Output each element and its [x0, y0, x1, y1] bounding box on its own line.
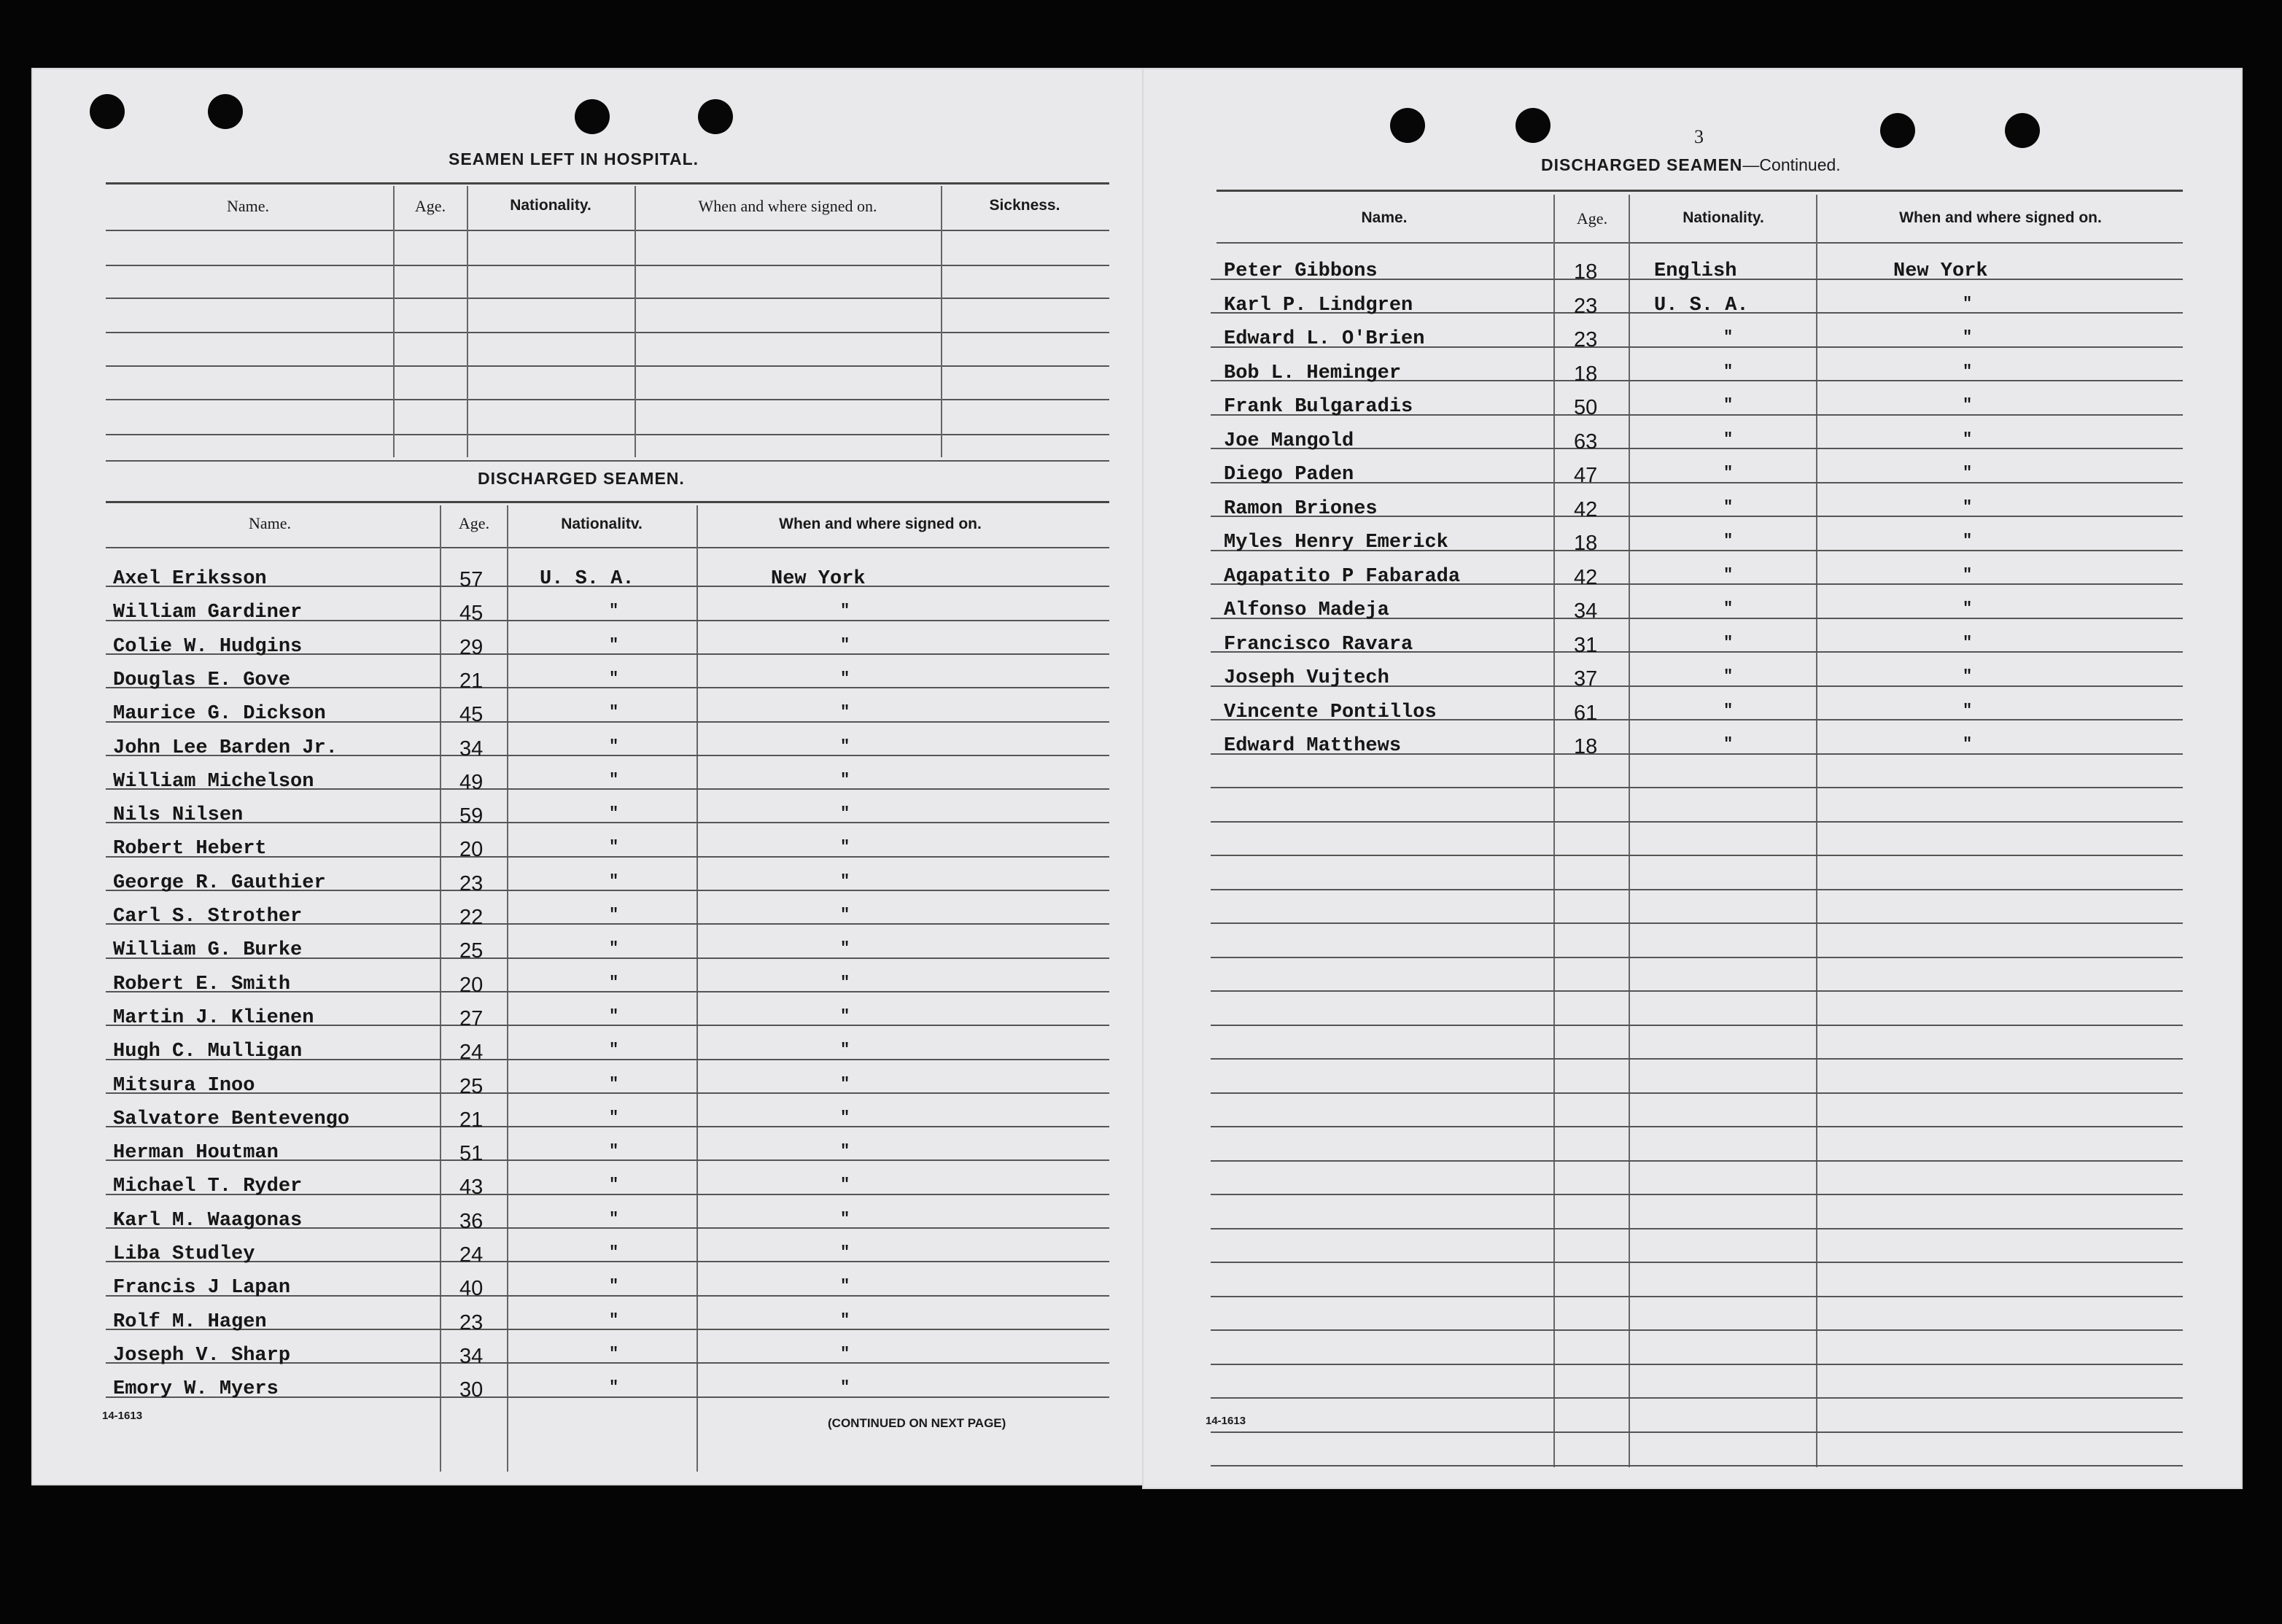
seaman-signed-on: New York — [1893, 260, 1988, 282]
row-rule — [106, 822, 1109, 823]
seaman-age: 37 — [1574, 667, 1598, 691]
row-rule — [1211, 922, 2183, 924]
discharged-col-nationality: Nationalitv. — [561, 516, 643, 532]
seaman-name: Martin J. Klienen — [113, 1006, 314, 1029]
seaman-nationality: " — [1723, 667, 1734, 685]
seaman-age: 63 — [1574, 430, 1598, 454]
seaman-signed-on: " — [840, 1378, 850, 1397]
seaman-name: Carl S. Strother — [113, 906, 303, 928]
row-rule — [1211, 1228, 2183, 1229]
seaman-age: 25 — [459, 939, 484, 963]
seaman-nationality: " — [1723, 633, 1734, 652]
form-number-right: 14-1613 — [1206, 1415, 1246, 1427]
right-col-nationality: Nationality. — [1683, 209, 1764, 226]
seaman-signed-on: " — [840, 635, 850, 654]
seaman-age: 31 — [1574, 633, 1598, 657]
seaman-nationality: U. S. A. — [1654, 294, 1749, 316]
seaman-signed-on: " — [840, 1209, 850, 1228]
discharged-col-age: Age. — [458, 514, 490, 532]
seaman-signed-on: " — [840, 804, 850, 823]
row-rule — [1211, 1160, 2183, 1162]
seaman-signed-on: " — [840, 1074, 850, 1093]
seaman-nationality: " — [609, 804, 619, 823]
seaman-nationality: U. S. A. — [540, 568, 634, 590]
seaman-signed-on: " — [840, 737, 850, 755]
seaman-name: William Michelson — [113, 770, 314, 793]
form-number: 14-1613 — [102, 1410, 143, 1422]
seaman-name: Bob L. Heminger — [1224, 362, 1402, 384]
seaman-nationality: " — [609, 1344, 619, 1363]
seaman-name: Myles Henry Emerick — [1224, 532, 1448, 553]
discharged-col-signed-on: When and where signed on. — [779, 516, 982, 532]
seaman-signed-on: " — [840, 1310, 850, 1329]
seaman-age: 20 — [459, 973, 484, 997]
seaman-signed-on: " — [840, 1142, 850, 1161]
row-rule — [1211, 1262, 2183, 1263]
seaman-name: Francisco Ravara — [1224, 633, 1413, 656]
page-number: 3 — [1694, 126, 1704, 147]
seaman-signed-on: " — [1963, 497, 1973, 516]
seaman-name: Frank Bulgaradis — [1224, 396, 1413, 418]
seaman-age: 18 — [1574, 362, 1598, 386]
seaman-nationality: " — [1723, 565, 1734, 584]
seaman-nationality: " — [609, 703, 619, 722]
seaman-age: 23 — [459, 871, 484, 895]
seaman-signed-on: " — [1963, 430, 1973, 448]
seaman-signed-on: " — [1963, 464, 1973, 482]
row-rule — [1211, 1025, 2183, 1026]
seaman-signed-on: " — [1963, 565, 1973, 584]
row-rule — [1211, 889, 2183, 890]
row-rule — [1211, 821, 2183, 823]
seaman-nationality: " — [609, 1041, 619, 1060]
seaman-age: 23 — [1574, 328, 1598, 351]
seaman-age: 34 — [459, 1344, 484, 1368]
seaman-signed-on: " — [840, 770, 850, 789]
seaman-nationality: " — [1723, 532, 1734, 550]
seaman-age: 40 — [459, 1277, 484, 1301]
punch-hole-icon — [208, 94, 243, 129]
row-rule — [1211, 1058, 2183, 1060]
seaman-signed-on: New York — [771, 568, 866, 590]
seaman-nationality: " — [609, 1074, 619, 1093]
seaman-name: Salvatore Bentevengo — [113, 1108, 350, 1130]
seaman-nationality: " — [1723, 735, 1734, 753]
seaman-signed-on: " — [840, 602, 850, 621]
punch-hole-icon — [1515, 108, 1551, 143]
seaman-age: 47 — [1574, 464, 1598, 487]
seaman-age: 36 — [459, 1209, 484, 1233]
punch-hole-icon — [575, 99, 610, 134]
row-rule — [1211, 1092, 2183, 1094]
seaman-name: Hugh C. Mulligan — [113, 1041, 303, 1063]
seaman-name: Liba Studley — [113, 1243, 255, 1265]
row-rule — [1211, 957, 2183, 958]
seaman-nationality: " — [609, 838, 619, 857]
seaman-age: 18 — [1574, 532, 1598, 555]
hospital-col-age: Age. — [414, 197, 446, 215]
seaman-nationality: " — [609, 973, 619, 992]
seaman-age: 29 — [459, 635, 484, 659]
seaman-signed-on: " — [840, 1108, 850, 1127]
punch-hole-icon — [90, 94, 125, 129]
seaman-name: Maurice G. Dickson — [113, 703, 326, 726]
seaman-nationality: " — [609, 635, 619, 654]
seaman-signed-on: " — [1963, 328, 1973, 346]
seaman-age: 45 — [459, 602, 484, 626]
seaman-nationality: " — [609, 1142, 619, 1161]
row-rule — [1211, 855, 2183, 856]
seaman-signed-on: " — [1963, 362, 1973, 381]
seaman-signed-on: " — [1963, 667, 1973, 685]
hospital-col-name: Name. — [226, 197, 270, 215]
row-rule — [1211, 990, 2183, 992]
seaman-signed-on: " — [1963, 633, 1973, 652]
seaman-age: 24 — [459, 1041, 484, 1065]
row-rule — [1211, 1329, 2183, 1331]
discharged-title: DISCHARGED SEAMEN. — [478, 469, 685, 488]
punch-hole-icon — [1390, 108, 1425, 143]
right-title — [1541, 155, 1841, 175]
seaman-name: Agapatito P Fabarada — [1224, 565, 1461, 588]
seaman-age: 43 — [459, 1176, 484, 1200]
seaman-signed-on: " — [840, 1041, 850, 1060]
seaman-signed-on: " — [840, 1243, 850, 1262]
seaman-name: Herman Houtman — [113, 1142, 279, 1165]
seaman-name: Francis J Lapan — [113, 1277, 291, 1299]
seaman-name: Robert Hebert — [113, 838, 267, 860]
seaman-name: Nils Nilsen — [113, 804, 244, 827]
row-rule — [1211, 1296, 2183, 1297]
left-page — [33, 69, 1150, 1484]
seaman-signed-on: " — [840, 1344, 850, 1363]
seaman-name: Peter Gibbons — [1224, 260, 1378, 282]
seaman-nationality: " — [609, 1006, 619, 1025]
seaman-nationality: English — [1654, 260, 1737, 282]
seaman-nationality: " — [609, 669, 619, 688]
seaman-nationality: " — [609, 737, 619, 755]
seaman-signed-on: " — [840, 973, 850, 992]
seaman-nationality: " — [1723, 328, 1734, 346]
seaman-nationality: " — [1723, 701, 1734, 720]
right-page — [1144, 69, 2241, 1488]
seaman-nationality: " — [609, 939, 619, 958]
seaman-nationality: " — [609, 1108, 619, 1127]
seaman-age: 34 — [1574, 599, 1598, 623]
seaman-signed-on: " — [840, 838, 850, 857]
seaman-signed-on: " — [840, 871, 850, 890]
seaman-age: 42 — [1574, 497, 1598, 521]
seaman-age: 24 — [459, 1243, 484, 1267]
seaman-nationality: " — [1723, 362, 1734, 381]
seaman-age: 21 — [459, 1108, 484, 1132]
seaman-age: 42 — [1574, 565, 1598, 589]
punch-hole-icon — [698, 99, 733, 134]
seaman-name: Michael T. Ryder — [113, 1176, 303, 1198]
seaman-nationality: " — [609, 602, 619, 621]
seaman-name: Joe Mangold — [1224, 430, 1354, 452]
right-title-text: DISCHARGED SEAMEN — [1541, 155, 1743, 174]
seaman-signed-on: " — [1963, 599, 1973, 618]
seaman-name: George R. Gauthier — [113, 871, 326, 894]
hospital-col-nationality: Nationality. — [510, 197, 591, 214]
seaman-nationality: " — [609, 906, 619, 924]
seaman-age: 45 — [459, 703, 484, 727]
seaman-age: 59 — [459, 804, 484, 828]
seaman-nationality: " — [609, 1209, 619, 1228]
seaman-signed-on: " — [840, 1176, 850, 1194]
hospital-col-sickness: Sickness. — [989, 197, 1060, 214]
seaman-name: Rolf M. Hagen — [113, 1310, 267, 1333]
seaman-nationality: " — [1723, 430, 1734, 448]
seaman-age: 57 — [459, 568, 484, 591]
seaman-nationality: " — [609, 871, 619, 890]
seaman-signed-on: " — [840, 1277, 850, 1296]
seaman-name: Robert E. Smith — [113, 973, 291, 995]
row-rule — [106, 1092, 1109, 1094]
seaman-signed-on: " — [1963, 294, 1973, 313]
discharged-col-name: Name. — [248, 514, 292, 532]
seaman-nationality: " — [1723, 464, 1734, 482]
right-col-signed-on: When and where signed on. — [1899, 209, 2102, 226]
row-rule — [1211, 1126, 2183, 1127]
seaman-name: Ramon Briones — [1224, 497, 1378, 520]
row-rule — [1211, 482, 2183, 483]
seaman-age: 51 — [459, 1142, 484, 1166]
seaman-name: Vincente Pontillos — [1224, 701, 1437, 723]
row-rule — [1211, 1194, 2183, 1195]
seaman-name: Douglas E. Gove — [113, 669, 291, 691]
seaman-name: William Gardiner — [113, 602, 303, 624]
seaman-age: 49 — [459, 770, 484, 794]
row-rule — [1211, 1431, 2183, 1433]
seaman-age: 21 — [459, 669, 484, 693]
seaman-name: Axel Eriksson — [113, 568, 267, 590]
row-rule — [1211, 1364, 2183, 1365]
seaman-signed-on: " — [840, 939, 850, 958]
seaman-name: Edward Matthews — [1224, 735, 1402, 757]
hospital-title: SEAMEN LEFT IN HOSPITAL. — [449, 149, 699, 168]
right-title-suffix: —Continued. — [1742, 155, 1841, 174]
seaman-age: 30 — [459, 1378, 484, 1402]
seaman-age: 22 — [459, 906, 484, 929]
seaman-age: 27 — [459, 1006, 484, 1030]
seaman-signed-on: " — [840, 906, 850, 924]
seaman-name: Alfonso Madeja — [1224, 599, 1389, 621]
seaman-name: Karl P. Lindgren — [1224, 294, 1413, 316]
seaman-age: 23 — [1574, 294, 1598, 318]
row-rule — [1211, 787, 2183, 788]
seaman-age: 23 — [459, 1310, 484, 1334]
seaman-name: Edward L. O'Brien — [1224, 328, 1425, 350]
seaman-age: 61 — [1574, 701, 1598, 725]
seaman-nationality: " — [609, 1277, 619, 1296]
seaman-name: Karl M. Waagonas — [113, 1209, 303, 1232]
seaman-name: William G. Burke — [113, 939, 303, 962]
right-col-name: Name. — [1361, 209, 1408, 226]
seaman-age: 18 — [1574, 260, 1598, 284]
seaman-nationality: " — [1723, 497, 1734, 516]
seaman-signed-on: " — [840, 669, 850, 688]
row-rule — [1211, 1465, 2183, 1466]
seaman-nationality: " — [1723, 599, 1734, 618]
seaman-name: Joseph Vujtech — [1224, 667, 1389, 689]
seaman-age: 50 — [1574, 396, 1598, 419]
seaman-signed-on: " — [840, 1006, 850, 1025]
seaman-name: Mitsura Inoo — [113, 1074, 255, 1097]
seaman-age: 18 — [1574, 735, 1598, 758]
seaman-age: 25 — [459, 1074, 484, 1098]
seaman-nationality: " — [609, 1176, 619, 1194]
right-col-age: Age. — [1576, 209, 1608, 228]
seaman-nationality: " — [1723, 396, 1734, 414]
seaman-signed-on: " — [1963, 735, 1973, 753]
seaman-nationality: " — [609, 1310, 619, 1329]
row-rule — [1211, 1397, 2183, 1399]
seaman-name: Diego Paden — [1224, 464, 1354, 486]
seaman-name: Emory W. Myers — [113, 1378, 279, 1401]
seaman-age: 34 — [459, 737, 484, 761]
punch-hole-icon — [1880, 113, 1915, 148]
continued-note: (CONTINUED ON NEXT PAGE) — [828, 1416, 1006, 1430]
seaman-nationality: " — [609, 1243, 619, 1262]
seaman-signed-on: " — [1963, 396, 1973, 414]
seaman-signed-on: " — [1963, 701, 1973, 720]
seaman-nationality: " — [609, 1378, 619, 1397]
seaman-signed-on: " — [1963, 532, 1973, 550]
seaman-nationality: " — [609, 770, 619, 789]
seaman-name: Colie W. Hudgins — [113, 635, 303, 658]
seaman-age: 20 — [459, 838, 484, 862]
hospital-col-signed-on: When and where signed on. — [698, 197, 877, 215]
punch-hole-icon — [2005, 113, 2040, 148]
seaman-signed-on: " — [840, 703, 850, 722]
row-rule — [1211, 448, 2183, 449]
seaman-name: John Lee Barden Jr. — [113, 737, 338, 759]
seaman-name: Joseph V. Sharp — [113, 1344, 291, 1367]
row-rule — [106, 1261, 1109, 1262]
